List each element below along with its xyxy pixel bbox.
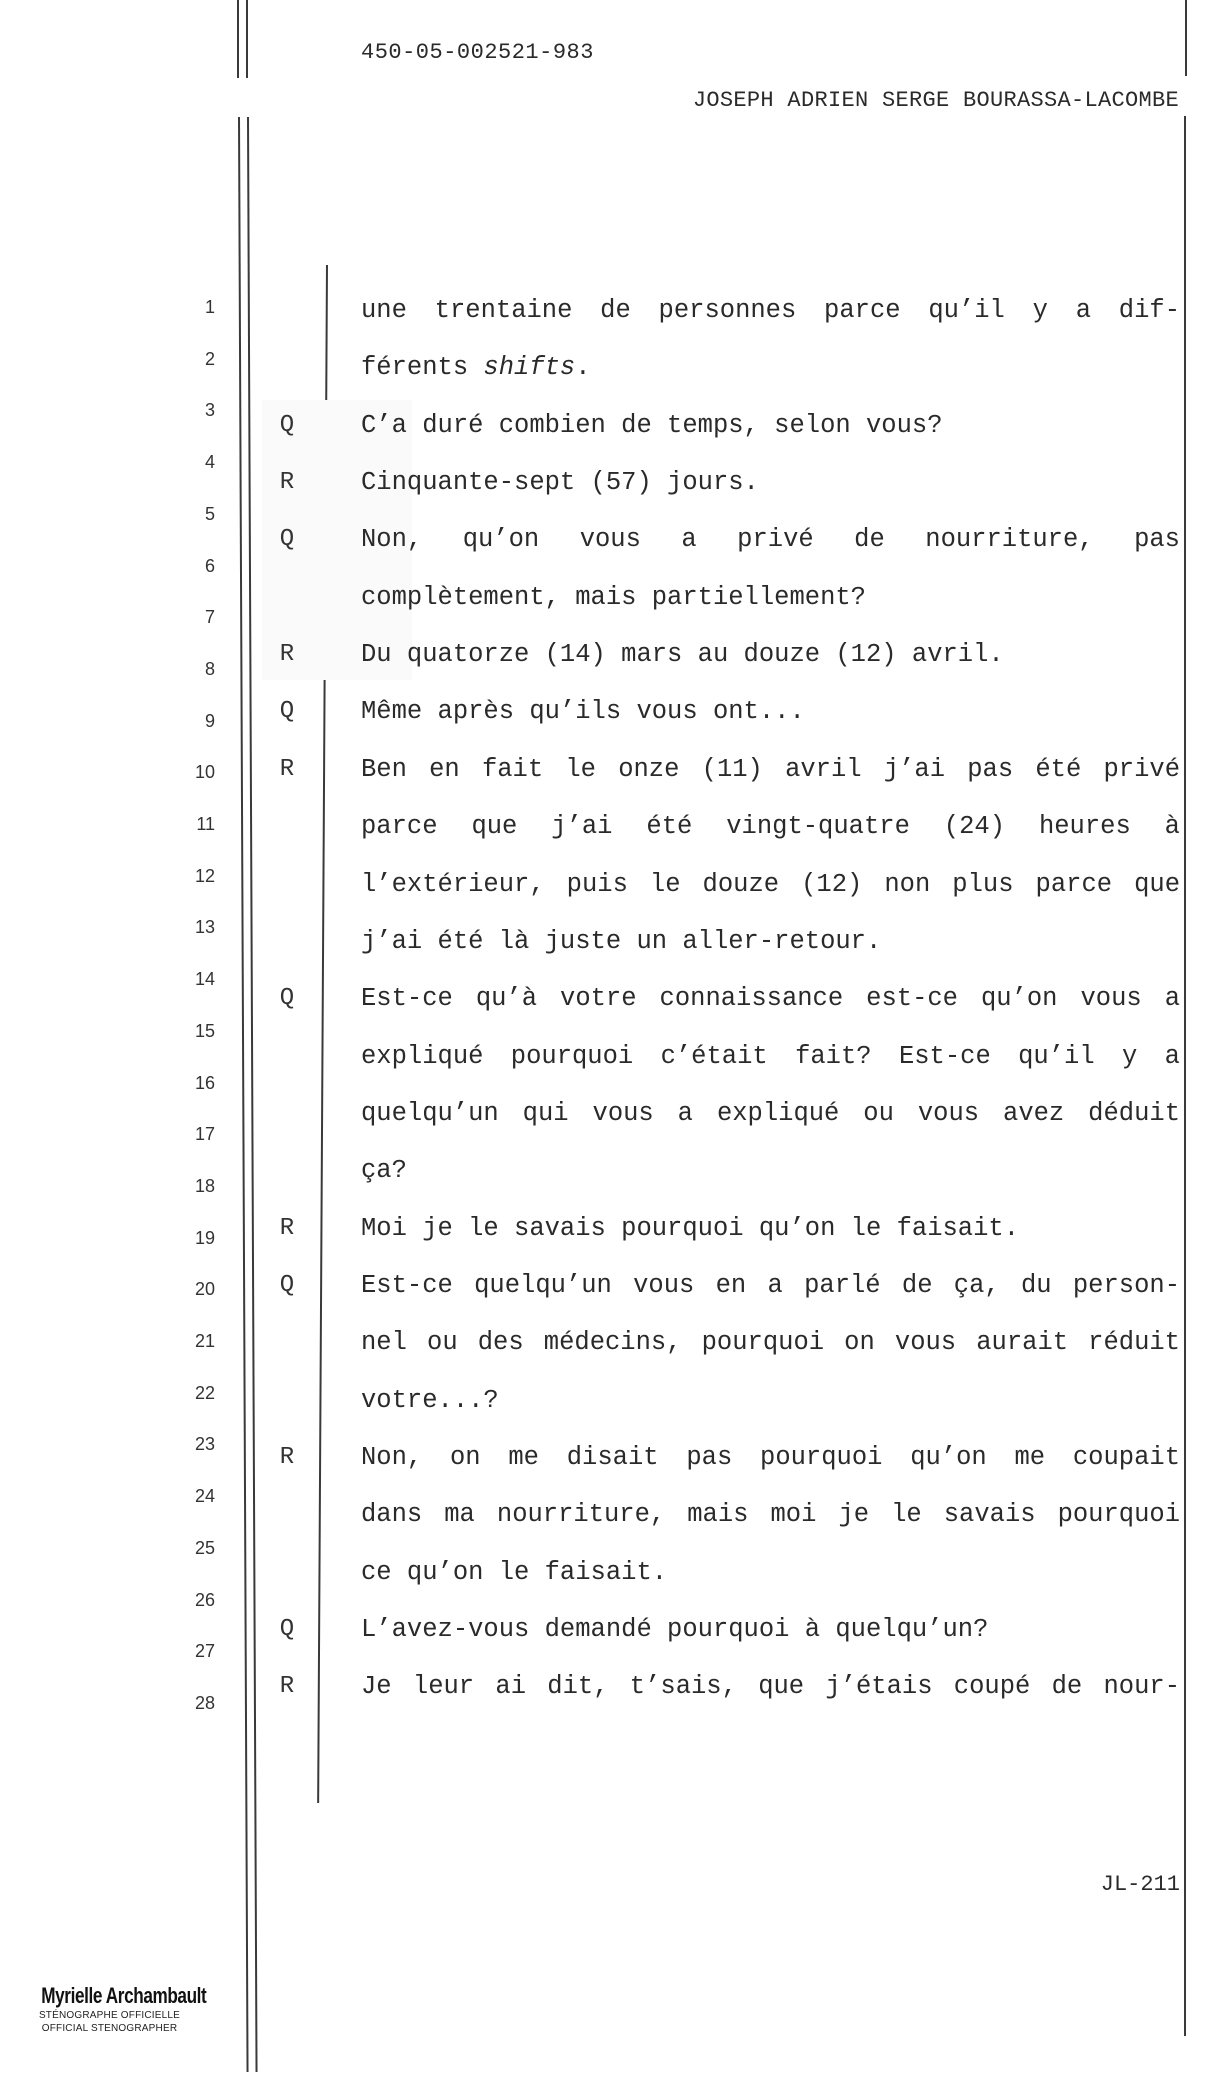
transcript-line: ce qu’on le faisait. bbox=[361, 1557, 668, 1587]
witness-name: JOSEPH ADRIEN SERGE BOURASSA-LACOMBE bbox=[692, 88, 1179, 113]
speaker-answer-marker: R bbox=[279, 1673, 295, 1701]
speaker-answer-marker: R bbox=[279, 469, 295, 497]
transcript-line: Je leur ai dit, t’sais, que j’étais coupé de nour- bbox=[361, 1672, 1180, 1702]
line-number: 8 bbox=[204, 658, 215, 679]
stenographer-name: Myrielle Archambault bbox=[41, 1983, 207, 2008]
transcript-line: Est-ce qu’à votre connaissance est-ce qu’on vous a bbox=[361, 984, 1180, 1014]
stenographer-title-fr: STÉNOGRAPHE OFFICIELLE bbox=[38, 2010, 181, 2021]
line-number: 7 bbox=[204, 607, 215, 628]
page-id: JL-211 bbox=[1100, 1872, 1180, 1897]
line-number: 2 bbox=[204, 348, 215, 369]
case-number: 450-05-002521-983 bbox=[361, 40, 594, 65]
speaker-question-marker: Q bbox=[279, 526, 295, 554]
transcript-line: Cinquante-sept (57) jours. bbox=[361, 468, 759, 498]
left-margin-rule-outer-top bbox=[237, 0, 239, 78]
transcript-line: L’avez-vous demandé pourquoi à quelqu’un? bbox=[361, 1615, 989, 1645]
line-number: 9 bbox=[204, 710, 215, 731]
speaker-answer-marker: R bbox=[279, 641, 295, 669]
line-number: 16 bbox=[194, 1072, 215, 1093]
transcript-line: Ben en fait le onze (11) avril j’ai pas été privé bbox=[361, 754, 1180, 784]
line-number: 14 bbox=[194, 969, 215, 990]
line-number: 13 bbox=[194, 917, 215, 938]
transcript-line: ça? bbox=[361, 1156, 407, 1186]
speaker-answer-marker: R bbox=[279, 1214, 295, 1242]
transcript-line: expliqué pourquoi c’était fait? Est-ce qu’il y a bbox=[361, 1041, 1180, 1071]
stenographer-stamp bbox=[22, 1983, 207, 2035]
line-number: 28 bbox=[194, 1692, 215, 1713]
left-margin-rule-outer bbox=[238, 117, 248, 2072]
transcript-text: . bbox=[575, 353, 591, 383]
speaker-question-marker: Q bbox=[279, 411, 295, 439]
transcript-line: parce que j’ai été vingt-quatre (24) heures à bbox=[361, 812, 1180, 842]
right-margin-rule bbox=[1184, 116, 1186, 2036]
line-number: 25 bbox=[194, 1537, 215, 1558]
left-margin-rule-inner bbox=[247, 117, 257, 2072]
transcript-line: complètement, mais partiellement? bbox=[361, 582, 866, 612]
transcript-line bbox=[361, 353, 1180, 382]
transcript-line: dans ma nourriture, mais moi je le savais pourquoi bbox=[361, 1500, 1180, 1530]
transcript-line: Même après qu’ils vous ont... bbox=[361, 697, 805, 727]
line-number: 24 bbox=[194, 1486, 215, 1507]
speaker-question-marker: Q bbox=[279, 985, 295, 1013]
line-number: 21 bbox=[194, 1331, 215, 1351]
line-number: 15 bbox=[194, 1020, 215, 1041]
transcript-line: C’a duré combien de temps, selon vous? bbox=[361, 410, 943, 440]
transcript-line: Moi je le savais pourquoi qu’on le faisait. bbox=[361, 1213, 1020, 1243]
line-number: 27 bbox=[194, 1641, 215, 1662]
transcript-line: j’ai été là juste un aller-retour. bbox=[361, 926, 882, 956]
transcript-line: l’extérieur, puis le douze (12) non plus parce que bbox=[361, 869, 1180, 899]
line-number: 23 bbox=[194, 1434, 215, 1455]
line-number: 6 bbox=[204, 555, 215, 576]
line-number: 22 bbox=[194, 1382, 215, 1403]
transcript-line: nel ou des médecins, pourquoi on vous aurait réduit bbox=[361, 1328, 1180, 1358]
speaker-question-marker: Q bbox=[279, 698, 295, 726]
transcript-line: votre...? bbox=[361, 1385, 499, 1415]
stenographer-title-en: OFFICIAL STENOGRAPHER bbox=[41, 2023, 178, 2034]
line-number: 20 bbox=[194, 1279, 215, 1300]
line-number: 1 bbox=[204, 297, 215, 317]
transcript-text: férents bbox=[361, 353, 484, 383]
left-margin-rule-inner-top bbox=[246, 0, 248, 78]
line-number: 5 bbox=[204, 503, 215, 524]
transcript-line: une trentaine de personnes parce qu’il y a dif- bbox=[361, 296, 1180, 325]
line-number: 4 bbox=[204, 452, 215, 473]
speaker-answer-marker: R bbox=[279, 755, 295, 783]
line-number: 10 bbox=[194, 762, 215, 783]
speaker-question-marker: Q bbox=[279, 1271, 295, 1299]
line-number: 3 bbox=[204, 400, 215, 421]
transcript-line: Non, on me disait pas pourquoi qu’on me coupait bbox=[361, 1443, 1180, 1472]
line-number: 26 bbox=[194, 1589, 215, 1610]
line-number: 19 bbox=[194, 1227, 215, 1248]
transcript-line: quelqu’un qui vous a expliqué ou vous avez déduit bbox=[361, 1098, 1180, 1128]
right-margin-rule-top bbox=[1185, 0, 1187, 76]
transcript-line: Non, qu’on vous a privé de nourriture, pas bbox=[361, 525, 1180, 555]
line-number: 18 bbox=[194, 1175, 215, 1196]
line-number: 17 bbox=[194, 1124, 215, 1145]
transcript-text-italic: shifts bbox=[483, 353, 576, 383]
line-number: 11 bbox=[196, 814, 215, 834]
speaker-answer-marker: R bbox=[279, 1444, 295, 1471]
line-number: 12 bbox=[194, 865, 215, 886]
transcript-line: Est-ce quelqu’un vous en a parlé de ça, du person- bbox=[361, 1270, 1180, 1300]
speaker-question-marker: Q bbox=[279, 1616, 295, 1644]
transcript-line: Du quatorze (14) mars au douze (12) avril. bbox=[361, 640, 1004, 670]
